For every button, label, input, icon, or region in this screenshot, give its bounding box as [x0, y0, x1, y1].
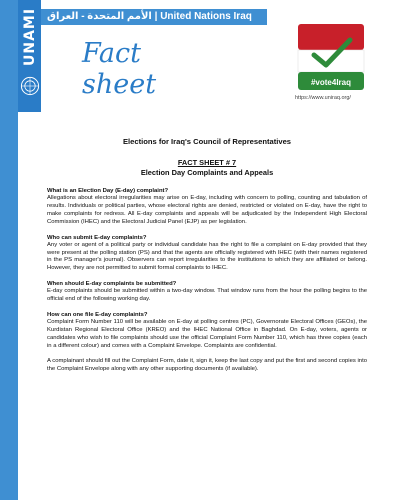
answer-paragraph: A complainant should fill out the Complaint Form, date it, sign it, keep the last copy and put the first and second copies into the Complaint Envelope along with any other supporting documents (if available). — [47, 357, 367, 372]
website-url: https://www.uniraq.org/ — [295, 95, 351, 101]
logo-text: #vote4Iraq — [310, 78, 352, 87]
sheet-word: sheet — [82, 69, 157, 100]
answer-paragraph: Complaint Form Number 110 will be available on E-day at polling centres (PC), Governorate Electoral Offices (GEOs), the Kurdistan Regional Electoral Office (KREO) and the IHEC National Office in Baghdad. On E-day, voters, agents or candidates who wish to file complaints should use the official Complaint Form Number 110, which has three copies (each in a different colour) and comes with a Complaint Envelope. Complaints are confidential. — [47, 319, 367, 349]
fact-sheet-heading — [82, 38, 156, 100]
question-heading: Who can submit E-day complaints? — [47, 234, 147, 241]
question-heading: What is an Election Day (E-day) complaint? — [47, 188, 169, 194]
fact-sheet-number: FACT SHEET # 7 — [177, 158, 237, 167]
fact-sheet-subtitle: Election Day Complaints and Appeals — [140, 168, 274, 177]
vote4iraq-logo — [292, 22, 370, 92]
document-title: Elections for Iraq's Council of Representatives — [122, 137, 292, 146]
un-emblem-icon — [20, 76, 40, 96]
fact-word: Fact — [82, 38, 141, 69]
answer-paragraph: Any voter or agent of a political party or individual candidate has the right to file a complaint on E-day provided that they were present at the polling station (PS) and that the agents are officially registered with IHEC (with their names registered in the PS manager's journal). Observers can report irregularities to the institutions to which they are affiliated or belong. However, they are not permitted to submit formal complaints to IHEC. — [47, 241, 367, 272]
question-heading: When should E-day complaints be submitted? — [47, 281, 177, 288]
left-blue-band — [0, 0, 18, 500]
document-body — [47, 137, 367, 381]
unami-label: UNAMI — [22, 7, 38, 67]
answer-paragraph: Allegations about electoral irregularities may arise on E-day, including with concern to polling, counting and tabulation of results. Individuals or political parties, whose electoral rights are denied, restricted or violated on E-day, have the right to make complaints for redress. All E-day complaints and appeals will be adjudicated by the Independent High Electoral Commission (IHEC) and the Electoral Judicial Panel (EJP) as per legislation. — [47, 195, 367, 225]
organization-header: الأمم المتحدة - العراق | United Nations Iraq — [41, 9, 267, 25]
answer-paragraph: E-day complaints should be submitted within a two-day window. That window runs from the hour the polling begins to the official end of the following working day. — [47, 288, 367, 303]
question-heading: How can one file E-day complaints? — [47, 312, 148, 319]
